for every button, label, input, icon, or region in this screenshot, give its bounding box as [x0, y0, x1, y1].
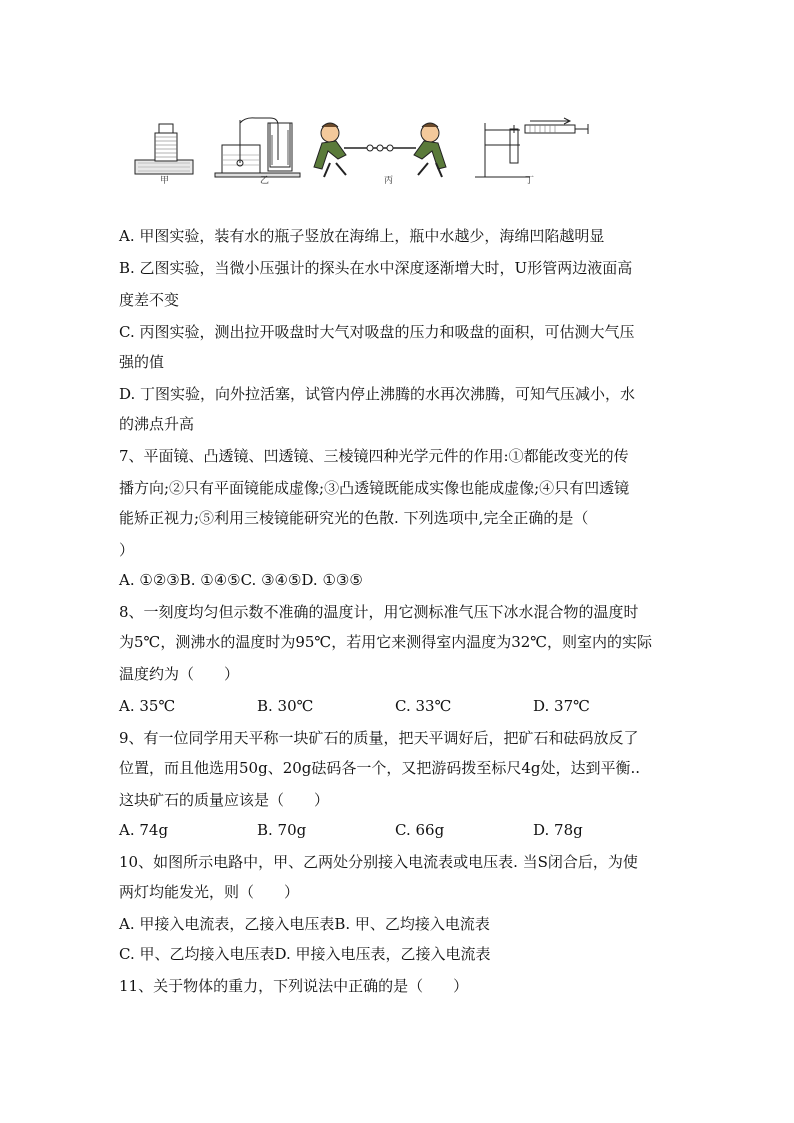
q7-stem-line2: 播方向;②只有平面镜能成虚像;③凸透镜既能成实像也能成虚像;④只有凹透镜	[119, 479, 630, 497]
q9-option-c: C. 66g	[395, 821, 445, 839]
q8-stem-line3: 温度约为（ ）	[119, 665, 240, 683]
figure-label-ding: 丁	[525, 176, 535, 186]
q6-option-d-line1: D. 丁图实验，向外拉活塞，试管内停止沸腾的水再次沸腾，可知气压减小，水	[119, 385, 636, 403]
figure-yi-pressure-gauge	[215, 118, 300, 177]
figure-label-bing: 丙	[384, 176, 394, 186]
q7-stem-line1: 7、平面镜、凸透镜、凹透镜、三棱镜四种光学元件的作用:①都能改变光的传	[119, 447, 629, 465]
q8-option-a: A. 35℃	[119, 697, 176, 715]
q10-stem-line1: 10、如图所示电路中，甲、乙两处分别接入电流表或电压表. 当S闭合后，为使	[119, 853, 638, 871]
q6-option-d-line2: 的沸点升高	[119, 415, 195, 433]
q7-stem-line3: 能矫正视力;⑤利用三棱镜能研究光的色散. 下列选项中,完全正确的是（	[119, 509, 589, 527]
q9-stem-line3: 这块矿石的质量应该是（ ）	[119, 791, 330, 809]
figure-jia-bottle-on-sponge	[135, 124, 193, 174]
q10-options-line1: A. 甲接入电流表，乙接入电压表B. 甲、乙均接入电流表	[119, 915, 490, 933]
q10-stem-line2: 两灯均能发光，则（ ）	[119, 883, 300, 901]
q9-option-d: D. 78g	[533, 821, 583, 839]
q8-stem-line2: 为5℃，测沸水的温度时为95℃，若用它来测得室内温度为32℃，则室内的实际	[119, 633, 653, 651]
q7-stem-line4: ）	[119, 541, 135, 559]
q9-stem-line2: 位置，而且他选用50g、20g砝码各一个，又把游码拨至标尺4g处，达到平衡..	[119, 759, 641, 777]
q8-option-d: D. 37℃	[533, 697, 590, 715]
experiment-figures	[130, 115, 600, 185]
q8-option-b: B. 30℃	[257, 697, 314, 715]
q8-option-c: C. 33℃	[395, 697, 452, 715]
q6-option-a: A. 甲图实验，装有水的瓶子竖放在海绵上，瓶中水越少，海绵凹陷越明显	[119, 227, 605, 245]
figure-bing-tug-of-war	[314, 123, 446, 177]
q6-option-c-line2: 强的值	[119, 353, 165, 371]
q9-option-b: B. 70g	[257, 821, 307, 839]
q9-stem-line1: 9、有一位同学用天平称一块矿石的质量，把天平调好后，把矿石和砝码放反了	[119, 729, 639, 747]
q6-option-b-line2: 度差不变	[119, 291, 180, 309]
figure-label-yi: 乙	[260, 176, 270, 186]
q7-options: A. ①②③B. ①④⑤C. ③④⑤D. ①③⑤	[119, 571, 363, 589]
q10-options-line2: C. 甲、乙均接入电压表D. 甲接入电压表，乙接入电流表	[119, 945, 491, 963]
figure-ding-syringe-apparatus	[475, 118, 588, 177]
q8-stem-line1: 8、一刻度均匀但示数不准确的温度计，用它测标准气压下冰水混合物的温度时	[119, 603, 639, 621]
q11-stem: 11、关于物体的重力，下列说法中正确的是（ ）	[119, 977, 469, 995]
figure-label-jia: 甲	[160, 176, 170, 186]
q6-option-c-line1: C. 丙图实验，测出拉开吸盘时大气对吸盘的压力和吸盘的面积，可估测大气压	[119, 323, 635, 341]
q6-option-b-line1: B. 乙图实验，当微小压强计的探头在水中深度逐渐增大时，U形管两边液面高	[119, 259, 633, 277]
q9-option-a: A. 74g	[119, 821, 169, 839]
